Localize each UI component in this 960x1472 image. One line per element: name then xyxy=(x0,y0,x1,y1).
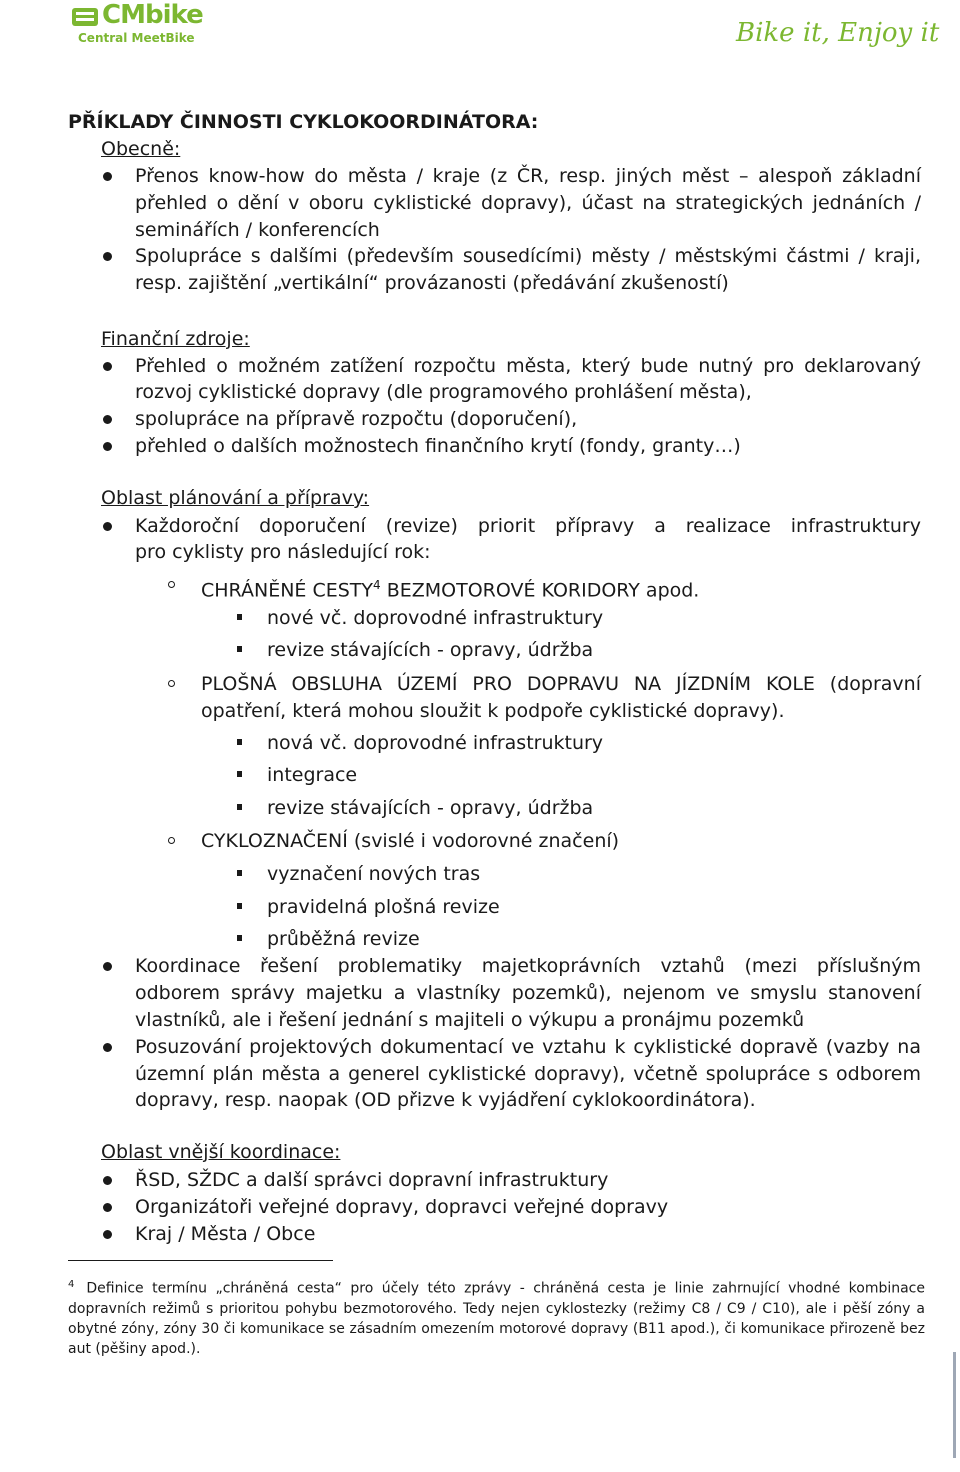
square-bullet-icon xyxy=(237,804,242,810)
logo-main-text: CMbike xyxy=(102,0,203,30)
scrollbar[interactable] xyxy=(953,1352,956,1458)
planning-sub-3-point-3: průběžná revize xyxy=(267,928,420,950)
hollow-bullet-icon xyxy=(168,837,175,844)
footnote xyxy=(68,1275,925,1359)
general-item-2-line-2: resp. zajištění „vertikální“ provázanosti (předávání zkušeností) xyxy=(135,272,729,294)
finance-item-1-line-2: rozvoj cyklistické dopravy (dle programového prohlášení města), xyxy=(135,381,752,403)
general-item-2-line-1: Spolupráce s dalšími (především sousedícími) městy / městskými částmi / kraji, xyxy=(135,245,921,267)
planning-more-1-line-1: Koordinace řešení problematiky majetkoprávních vztahů (mezi příslušným xyxy=(135,955,921,977)
bike-wheel-icon xyxy=(72,6,102,30)
bullet-icon xyxy=(103,1230,112,1239)
bullet-icon xyxy=(103,172,112,181)
planning-more-1-line-3: vlastníků, ale i řešení jednání s majiteli o výkupu a pronájmu pozemků xyxy=(135,1009,805,1031)
section-general-label: Obecně: xyxy=(101,138,181,160)
general-item-1-line-1: Přenos know-how do města / kraje (z ČR, resp. jiných měst – alespoň základní xyxy=(135,165,921,187)
planning-sub-1: CHRÁNĚNÉ CESTY$^4$ BEZMOTOROVÉ KORIDORY apod. xyxy=(201,578,700,602)
planning-sub-1-point-1: nové vč. doprovodné infrastruktury xyxy=(267,607,604,629)
page-header xyxy=(0,0,960,70)
square-bullet-icon xyxy=(237,771,242,777)
planning-intro-line-1: Každoroční doporučení (revize) priorit přípravy a realizace infrastruktury xyxy=(135,515,921,537)
square-bullet-icon xyxy=(237,935,242,941)
planning-more-1-line-2: odborem správy majetku a vlastníky pozemků), nejenom ve smyslu stanovení xyxy=(135,982,921,1004)
planning-intro-line-2: pro cyklisty pro následující rok: xyxy=(135,541,431,563)
bullet-icon xyxy=(103,522,112,531)
planning-more-2-line-2: územní plán města a generel cyklistické dopravy), včetně spolupráce s odborem xyxy=(135,1063,921,1085)
square-bullet-icon xyxy=(237,903,242,909)
planning-sub-2-line-2: opatření, která mohou sloužit k podpoře cyklistické dopravy). xyxy=(201,700,785,722)
square-bullet-icon xyxy=(237,646,242,652)
logo-sub-text: Central MeetBike xyxy=(78,31,195,45)
section-finance-label: Finanční zdroje: xyxy=(101,328,250,350)
general-item-1-line-3: seminářích / konferencích xyxy=(135,219,380,241)
bullet-icon xyxy=(103,1203,112,1212)
bullet-icon xyxy=(103,1043,112,1052)
planning-more-2-line-3: dopravy, resp. naopak (OD přizve k vyjádření cyklokoordinátora). xyxy=(135,1089,756,1111)
external-item-3: Kraj / Města / Obce xyxy=(135,1223,316,1245)
external-item-1: ŘSD, SŽDC a další správci dopravní infrastruktury xyxy=(135,1169,609,1191)
planning-sub-2-point-1: nová vč. doprovodné infrastruktury xyxy=(267,732,604,754)
finance-item-1-line-1: Přehled o možném zatížení rozpočtu města, který bude nutný pro deklarovaný xyxy=(135,355,921,377)
bullet-icon xyxy=(103,1176,112,1185)
page-title: PŘÍKLADY ČINNOSTI CYKLOKOORDINÁTORA: xyxy=(68,111,539,133)
footnote-ref[interactable]: 4 xyxy=(373,578,381,592)
square-bullet-icon xyxy=(237,739,242,745)
bullet-icon xyxy=(103,442,112,451)
planning-sub-3-line-1: CYKLOZNAČENÍ (svislé i vodorovné značení) xyxy=(201,830,620,852)
planning-more-2-line-1: Posuzování projektových dokumentací ve vztahu k cyklistické dopravě (vazby na xyxy=(135,1036,921,1058)
footnote-number: 4 xyxy=(68,1279,75,1290)
planning-sub-2-point-3: revize stávajících - opravy, údržba xyxy=(267,797,594,819)
planning-sub-1-point-2: revize stávajících - opravy, údržba xyxy=(267,639,594,661)
section-external-label: Oblast vnější koordinace: xyxy=(101,1141,341,1163)
planning-sub-3-point-2: pravidelná plošná revize xyxy=(267,896,500,918)
square-bullet-icon xyxy=(237,870,242,876)
hollow-bullet-icon xyxy=(168,581,175,588)
finance-item-2: spolupráce na přípravě rozpočtu (doporučení), xyxy=(135,408,578,430)
footnote-text: Definice termínu „chráněná cesta“ pro účely této zprávy - chráněná cesta je linie zahrnující vhodné kombinace dopravních režimů s prioritou pohybu bezmotorového. Tedy nejen cyklostezky (režimy C8 / C9 / C10), ale i pěší zóny a obytné zóny, zóny 30 či komunikace se zásadním omezením motorové dopravy (B11 apod.), či komunikace přirozeně bez aut (pěšiny apod.). xyxy=(68,1280,925,1357)
section-planning-label: Oblast plánování a přípravy: xyxy=(101,487,370,509)
bullet-icon xyxy=(103,962,112,971)
external-item-2: Organizátoři veřejné dopravy, dopravci veřejné dopravy xyxy=(135,1196,669,1218)
footnote-separator xyxy=(68,1260,333,1261)
planning-sub-2-line-1: PLOŠNÁ OBSLUHA ÚZEMÍ PRO DOPRAVU NA JÍZDNÍM KOLE (dopravní xyxy=(201,673,921,695)
planning-sub-3-point-1: vyznačení nových tras xyxy=(267,863,481,885)
general-item-1-line-2: přehled o dění v oboru cyklistické dopravy), účast na strategických jednáních / xyxy=(135,192,921,214)
planning-sub-2-point-2: integrace xyxy=(267,764,358,786)
bullet-icon xyxy=(103,415,112,424)
bullet-icon xyxy=(103,362,112,371)
hollow-bullet-icon xyxy=(168,680,175,687)
slogan: Bike it, Enjoy it xyxy=(736,18,940,48)
square-bullet-icon xyxy=(237,614,242,620)
bullet-icon xyxy=(103,252,112,261)
finance-item-3: přehled o dalších možnostech finančního krytí (fondy, granty…) xyxy=(135,435,741,457)
cmbike-logo xyxy=(72,2,220,48)
